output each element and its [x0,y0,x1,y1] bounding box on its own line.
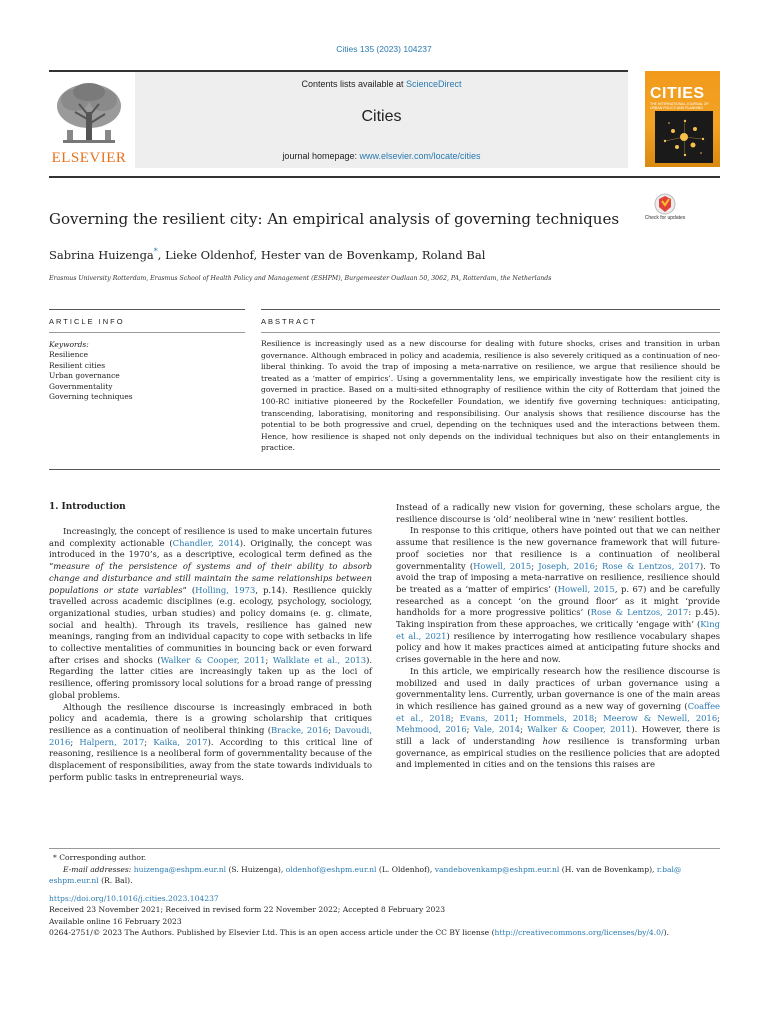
license-link[interactable]: http://creativecommons.org/licenses/by/4.0/ [494,928,664,937]
body-text: ; [520,724,528,735]
contents-line [135,79,628,89]
keyword: Governing techniques [49,392,133,401]
publisher-name: ELSEVIER [51,150,127,166]
body-text: ; [531,560,539,571]
citation-link[interactable]: Joseph, 2016 [538,560,595,571]
body-text: ” ( [182,584,196,595]
body-text: In this article, we empirically research how the resilience discourse is mobilized and used in daily practices of urban governance using a governmentality lens. Currently, urban governance is one of the main areas in which resilience has gained ground as a new way of governing ( [396,665,720,711]
body-text: ) resilience by interrogating how resilience vocabulary shapes policy and how it makes practices aimed at anticipating future shocks and crises governable in the here and now. [396,630,720,665]
author-name[interactable]: Sabrina Huizenga [49,247,154,262]
journal-header-box [135,72,628,168]
email-link[interactable]: vandebovenkamp@eshpm.eur.nl [434,864,560,874]
body-text: Although the resilience discourse is increasingly embraced in both policy and academia, there is a growing scholarship that critiques resilience as a continuation of neoliberal thinking ( [49,701,372,735]
body-text: ; [594,712,604,723]
citation-link[interactable]: Rose & Lentzos, 2017 [601,560,700,571]
emphasis-text: measure of the persistence of systems and of their ability to absorb change and disturbance and still maintain the same relationships between populations or state variables [49,561,372,595]
keyword: Resilience [49,350,89,359]
section-heading-introduction: 1. Introduction [49,502,126,512]
body-text: , p.14). Resilience quickly travelled across academic disciplines (e.g. ecology, psychology, sociology, organizational studies, urban studies) and policy domains (e. g. climate, social and health). Through its travels, resilience has gained new meanings, ranging from an individual capacity to cope with setbacks in life to collective mentalities of communities in bouncing back or even forward after crises and shocks ( [49,584,373,665]
body-text: Increasingly, the concept of resilience is used to make uncertain futures and complexity actionable ( [49,526,372,548]
email-owner: (L. Oldenhof), [376,864,435,874]
citation-link[interactable]: Walker & Cooper, 2011 [160,654,266,665]
body-text: ). Regarding the latter cities are increasingly taken up as the loci of resilience, offering promissory local solutions for a broad range of pressing global problems. [49,654,372,700]
body-text: : p.45). Taking inspiration from these approaches, we critically ‘engage with’ ( [396,607,720,630]
email-owner: (H. van de Bovenkamp), [559,864,657,874]
body-text: resilience is transforming urban governance, as empirical studies on the resilience policies that are adopted and implemented in cities and on the tensions this raises are [396,736,720,770]
doi-link[interactable]: https://doi.org/10.1016/j.cities.2023.104237 [49,893,219,903]
corresponding-author-note: * Corresponding author. [53,853,147,862]
check-for-updates-icon[interactable] [648,193,682,233]
journal-homepage-line [135,151,628,161]
journal-name: Cities [361,108,402,125]
check-for-updates-label[interactable]: Check for updates [644,215,686,221]
body-text: ; [328,724,335,735]
body-text: , p. 67) and be carefully researched as a concept ‘on the ground floor’ as it might ‘provide handholds for a more progressive politics’ ( [396,583,720,618]
email-addresses [49,864,720,876]
journal-citation[interactable]: Cities 135 (2023) 104237 [336,44,432,54]
email-link[interactable]: eshpm.eur.nl [49,876,99,885]
footnote-rule [49,848,720,849]
body-paragraph [49,526,372,702]
cover-subtitle: THE INTERNATIONAL JOURNAL OF URBAN POLICY AND PLANNING [650,102,709,110]
body-text: ). To avoid the trap of imposing a meta-narrative on resilience, resilience should be treated as a ‘matter of empirics’ ( [396,560,720,594]
citation-link[interactable]: Mehmood, 2016 [396,724,467,735]
article-info-rule-2 [49,332,245,333]
citation-link[interactable]: Meerow & Newell, 2016 [603,712,718,723]
citation-link[interactable]: Howell, 2015 [557,583,615,594]
license-suffix: ). [663,928,669,937]
body-paragraph [49,702,372,784]
abstract-heading: ABSTRACT [261,317,318,326]
received-dates: Received 23 November 2021; Received in revised form 22 November 2022; Accepted 8 February 2023 [49,905,446,914]
abstract-bottom-rule [49,469,720,470]
body-text: ). According to this critical line of reasoning, resilience is a neoliberal form of governmentality because of the displacement of responsibilities, away from the state towards individuals to perform public tasks in entrepreneurial ways. [49,736,372,782]
author-list [49,247,485,262]
keywords-label: Keywords: [49,340,89,349]
cover-title: CITIES [650,85,705,102]
body-paragraph [396,525,720,665]
email-owner: (S. Huizenga), [226,864,286,874]
citation-link[interactable]: Rose & Lentzos, 2017 [590,607,689,618]
email-label: E-mail addresses: [63,864,134,874]
body-paragraph [396,666,720,771]
citation-link[interactable]: Chandler, 2014 [172,537,240,548]
body-paragraph [396,502,720,525]
citation-link[interactable]: Halpern, 2017 [79,736,145,747]
body-text: ; [144,736,154,747]
citation-link[interactable]: Walker & Cooper, 2011 [527,724,632,735]
header-rule-bottom [49,176,720,178]
keyword: Urban governance [49,371,120,380]
author-names-rest: , Lieke Oldenhof, Hester van de Bovenkamp, Roland Bal [157,247,486,262]
homepage-prefix: journal homepage: [282,151,360,161]
footnotes [49,852,720,939]
body-text: ). However, there is still a lack of understanding [396,724,721,747]
license-line [49,927,720,939]
body-text: ; [466,724,474,735]
body-column-right [396,502,720,771]
body-text: ; [265,654,273,665]
article-info-heading: ARTICLE INFO [49,317,125,326]
citation-link[interactable]: Coaffee et al., 2018 [396,700,720,723]
available-online: Available online 16 February 2023 [49,916,182,926]
body-text: Instead of a radically new vision for governing, these scholars argue, the resilience discourse is ‘old’ neoliberal wine in ‘new’ resilient bottles. [396,502,720,524]
abstract-rule [261,309,720,310]
abstract-rule-2 [261,332,720,333]
journal-cover-image [645,71,720,167]
cover-city-map-icon [655,111,713,163]
citation-link[interactable]: Evans, 2011 [459,712,516,723]
citation-link[interactable]: King et al., 2021 [396,619,720,641]
email-link[interactable]: huizenga@eshpm.eur.nl [133,864,227,874]
email-link[interactable]: r.bal@ [656,864,682,874]
body-text: ). Originally, the concept was introduced in the 1970’s, as a descriptive, ecological term defined as the “ [49,537,373,572]
abstract-text: Resilience is increasingly used as a new discourse for dealing with future shocks, crises and transition in urban governance. Although embraced in policy and academia, resilience is also severely critiqued as a continuation of neo-liberal thinking. To avoid the trap of imposing a meta-narrative on resilience, we argue that resilience should be treated as a ‘matter of empirics’. Using a governmentality lens, we empirically investigate how the resilient city is governed in practice. Based on a multi-sited ethnography of resilience within the city of Rotterdam that joined the 100-RC initiative pioneered by the Rockefeller Foundation, we identify five governing techniques: anticipating, transcending, laboratising, monitoring and responsibilising. Our analysis shows that resilience discourse has the potential to be both progressive and cruel, depending on the techniques used and the interactions between them. Hence, how resilience is shaped not only depends on the individual techniques but also on their entanglements in practice. [261,339,720,453]
citation-link[interactable]: Kaika, 2017 [153,736,208,747]
body-column-left [49,526,372,783]
corresponding-mark[interactable]: * [153,247,158,256]
license-text: 0264-2751/© 2023 The Authors. Published by Elsevier Ltd. This is an open access article under the CC BY license ( [49,928,495,937]
contents-prefix: Contents lists available at [301,79,407,89]
citation-link[interactable]: Hommels, 2018 [524,712,595,723]
body-text: ; [515,712,525,723]
article-title: Governing the resilient city: An empirical analysis of governing techniques [49,210,620,228]
email-addresses-cont [49,875,720,887]
email-owner: (R. Bal). [98,876,133,885]
emphasis-text: how [542,736,561,747]
citation-link[interactable]: Walklate et al., 2013 [272,654,367,665]
citation-link[interactable]: Holling, 1973 [195,584,256,595]
body-text: ; [717,712,720,723]
body-text: ; [70,736,80,747]
body-text: ; [594,560,602,571]
homepage-link[interactable]: www.elsevier.com/locate/cities [359,151,481,161]
keyword: Resilient cities [49,360,106,370]
email-link[interactable]: oldenhof@eshpm.eur.nl [285,864,377,874]
citation-link[interactable]: Howell, 2015 [473,560,532,571]
citation-link[interactable]: Vale, 2014 [473,724,521,735]
sciencedirect-link[interactable]: ScienceDirect [406,79,462,89]
body-text: ; [450,712,460,723]
citation-link[interactable]: Bracke, 2016 [271,724,329,735]
keyword: Governmentality [49,381,113,391]
affiliation: Erasmus University Rotterdam, Erasmus School of Health Policy and Management (ESHPM), Burgemeester Oudlaan 50, 3062, PA, Rotterdam, the Netherlands [49,275,552,282]
body-text: In response to this critique, others have pointed out that we can neither assume that resilience is the new governance framework that will future-proof societies nor that resilience is a continuation of neoliberal governmentality ( [396,525,720,571]
keywords-list [49,350,133,403]
article-info-rule [49,309,245,310]
citation-link[interactable]: Davoudi, 2016 [49,724,373,747]
